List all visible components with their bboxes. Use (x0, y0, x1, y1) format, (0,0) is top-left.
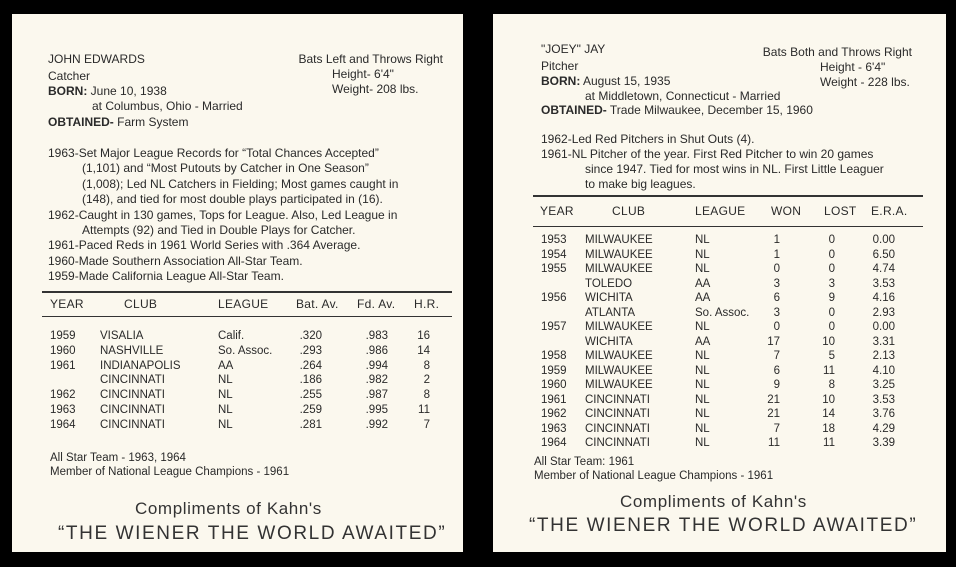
table-cell: 0 (828, 263, 835, 275)
table-cell: 3.25 (872, 379, 895, 391)
table-cell: 1957 (541, 321, 567, 333)
table-cell: 3.53 (872, 277, 895, 290)
table-cell: 1964 (50, 418, 76, 431)
table-cell: MILWAUKEE (585, 234, 653, 246)
table-row (12, 359, 463, 374)
table-cell: NL (218, 389, 233, 402)
table-cell: NL (695, 393, 710, 406)
table-cell: .987 (365, 389, 388, 402)
table-cell: .994 (365, 359, 388, 372)
table-cell: 8 (828, 379, 835, 391)
table-cell: 3.53 (872, 393, 895, 406)
career-note-line: 1959-Made California League All-Star Team. (48, 269, 284, 284)
table-cell: 6.50 (872, 248, 895, 261)
table-cell: .320 (299, 330, 322, 342)
table-cell: NL (695, 437, 710, 449)
table-cell: 0 (773, 321, 780, 333)
table-cell: 0 (828, 234, 835, 246)
table-cell: 10 (822, 335, 835, 348)
table-cell: MILWAUKEE (585, 248, 653, 261)
obtained-label: OBTAINED- (541, 103, 607, 117)
table-cell: VISALIA (100, 330, 144, 342)
allstar-note: All Star Team: 1961 (534, 456, 635, 468)
bats-throws: Bats Left and Throws Right (298, 52, 443, 66)
table-cell: 14 (822, 408, 835, 420)
champions-note: Member of National League Champions - 1961 (534, 470, 774, 482)
table-cell: 9 (773, 379, 780, 391)
champions-note: Member of National League Champions - 1961 (50, 466, 290, 478)
table-cell: 3 (773, 277, 780, 290)
table-row (12, 418, 463, 433)
table-row (493, 364, 946, 379)
table-header-rule (42, 316, 452, 317)
weight: Weight- 208 lbs. (332, 82, 419, 96)
career-note-line: 1960-Made Southern Association All-Star Team. (48, 253, 303, 268)
table-cell: 21 (767, 393, 780, 406)
table-cell: 7 (773, 350, 780, 362)
table-row (493, 248, 946, 263)
born-place: at Middletown, Connecticut - Married (585, 89, 781, 103)
table-cell: 4.10 (872, 364, 895, 377)
table-cell: MILWAUKEE (585, 321, 653, 333)
career-note-line: (1,101) and “Most Putouts by Catcher in One Season” (82, 161, 369, 176)
obtained-line (48, 115, 188, 129)
table-cell: 0 (828, 248, 835, 261)
obtained-value: Farm System (117, 115, 189, 129)
table-row (12, 373, 463, 388)
table-cell: .992 (365, 418, 388, 431)
table-cell: .983 (365, 330, 388, 342)
table-cell: NL (695, 321, 710, 333)
table-cell: INDIANAPOLIS (100, 359, 181, 372)
table-cell: 21 (767, 408, 780, 420)
table-cell: 1955 (541, 263, 567, 275)
table-cell: AA (695, 277, 711, 290)
table-cell: 2.13 (872, 350, 895, 362)
career-note-line: since 1947. Tied for most wins in NL. First Little Leaguer (585, 162, 884, 176)
table-cell: CINCINNATI (585, 393, 650, 406)
table-row (493, 378, 946, 393)
table-cell: 1 (773, 248, 780, 261)
column-header: CLUB (612, 204, 646, 218)
player-position: Catcher (48, 69, 91, 83)
table-cell: NL (695, 350, 710, 362)
height: Height - 6'4" (820, 60, 886, 74)
born-date: June 10, 1938 (90, 84, 167, 98)
table-cell: 4.29 (872, 422, 895, 435)
table-row (493, 320, 946, 335)
table-cell: ATLANTA (585, 306, 636, 319)
slogan-text: “THE WIENER THE WORLD AWAITED” (529, 515, 918, 536)
table-top-rule (533, 195, 923, 197)
table-cell: 0 (773, 263, 780, 275)
table-cell: 11 (823, 437, 835, 449)
table-row (493, 407, 946, 422)
column-header: E.R.A. (871, 204, 908, 218)
table-cell: 17 (767, 335, 780, 348)
column-header: Fd. Av. (357, 297, 396, 311)
column-header: YEAR (540, 204, 574, 218)
career-note-line: 1961-NL Pitcher of the year. First Red Pitcher to win 20 games (541, 147, 874, 161)
column-header: LEAGUE (695, 204, 746, 218)
table-cell: So. Assoc. (218, 344, 273, 357)
table-cell: MILWAUKEE (585, 364, 653, 377)
table-cell: 0.00 (872, 234, 895, 246)
born-line (541, 74, 670, 88)
column-header: LEAGUE (218, 297, 269, 311)
table-cell: NASHVILLE (100, 344, 164, 357)
career-note-line: (1,008); Led NL Catchers in Fielding; Most games caught in (82, 176, 399, 191)
table-cell: 10 (822, 393, 835, 406)
column-header: H.R. (414, 297, 440, 311)
table-row (12, 388, 463, 403)
table-cell: 4.74 (872, 263, 895, 275)
table-cell: 1963 (541, 422, 567, 435)
table-cell: 1953 (541, 234, 567, 246)
table-row (493, 422, 946, 437)
table-cell: CINCINNATI (585, 437, 650, 449)
obtained-label: OBTAINED- (48, 115, 114, 129)
table-header-rule (533, 226, 923, 227)
table-cell: 1961 (50, 359, 76, 372)
compliments-text: Compliments of Kahn's (620, 492, 807, 511)
table-cell: 1 (773, 234, 780, 246)
card-joey-jay (493, 14, 946, 552)
table-cell: NL (695, 379, 710, 391)
slogan-text: “THE WIENER THE WORLD AWAITED” (58, 523, 447, 544)
table-cell: NL (695, 234, 710, 246)
table-cell: 7 (423, 418, 430, 431)
table-cell: NL (218, 374, 233, 387)
table-row (493, 393, 946, 408)
table-cell: NL (695, 408, 710, 420)
table-cell: 1962 (541, 408, 567, 420)
table-cell: .259 (299, 404, 322, 416)
table-cell: 1961 (541, 393, 567, 406)
table-cell: .982 (365, 374, 388, 387)
table-cell: .255 (299, 389, 322, 402)
table-cell: CINCINNATI (585, 422, 650, 435)
table-cell: 7 (773, 422, 780, 435)
obtained-value: Trade Milwaukee, December 15, 1960 (609, 103, 813, 117)
player-position: Pitcher (541, 59, 579, 73)
table-cell: 1963 (50, 404, 76, 416)
table-cell: 2 (423, 374, 430, 387)
table-cell: 1954 (541, 248, 567, 261)
table-row (12, 344, 463, 359)
born-label: BORN: (541, 74, 581, 88)
table-row (12, 403, 463, 418)
table-cell: 1962 (50, 389, 76, 402)
table-cell: 16 (417, 330, 430, 342)
career-note-line: 1962-Led Red Pitchers in Shut Outs (4). (541, 132, 755, 146)
table-cell: 3 (773, 306, 780, 319)
table-cell: .986 (365, 344, 388, 357)
table-cell: CINCINNATI (100, 418, 165, 431)
table-cell: 5 (828, 350, 835, 362)
table-row (12, 329, 463, 344)
table-row (493, 233, 946, 248)
card-john-edwards (12, 14, 463, 552)
table-cell: WICHITA (585, 292, 633, 304)
table-cell: 11 (768, 437, 780, 449)
player-name: JOHN EDWARDS (48, 52, 145, 66)
table-cell: TOLEDO (585, 277, 633, 290)
career-note-line: to make big leagues. (585, 177, 696, 191)
table-top-rule (42, 291, 452, 293)
table-cell: NL (695, 364, 710, 377)
table-cell: NL (218, 404, 233, 416)
table-cell: 1958 (541, 350, 567, 362)
table-cell: 3.31 (872, 335, 895, 348)
column-header: WON (771, 204, 802, 218)
table-cell: AA (695, 292, 711, 304)
table-cell: 1960 (50, 344, 76, 357)
obtained-line (541, 103, 813, 117)
table-cell: .281 (299, 418, 322, 431)
table-cell: So. Assoc. (695, 306, 750, 319)
born-line (48, 84, 167, 98)
career-note-line: Attempts (92) and Tied in Double Plays for Catcher. (82, 223, 356, 237)
table-cell: MILWAUKEE (585, 263, 653, 275)
table-cell: 9 (828, 292, 835, 304)
column-header: Bat. Av. (296, 297, 339, 311)
compliments-text: Compliments of Kahn's (135, 499, 322, 518)
career-note-line: 1961-Paced Reds in 1961 World Series with .364 Average. (48, 238, 361, 253)
table-row (493, 277, 946, 292)
table-cell: CINCINNATI (100, 374, 165, 387)
allstar-note: All Star Team - 1963, 1964 (50, 452, 186, 464)
table-cell: 18 (822, 422, 835, 435)
table-cell: 4.16 (872, 292, 895, 304)
table-cell: 1959 (541, 364, 567, 377)
weight: Weight - 228 lbs. (820, 75, 910, 89)
table-cell: MILWAUKEE (585, 350, 653, 362)
table-cell: .293 (299, 344, 322, 357)
table-cell: 3.76 (872, 408, 895, 420)
table-cell: .995 (365, 404, 388, 416)
table-cell: 8 (423, 359, 430, 372)
table-cell: .186 (299, 374, 322, 387)
career-note-line: 1962-Caught in 130 games, Tops for League. Also, Led League in (48, 207, 398, 222)
table-row (493, 306, 946, 321)
table-cell: 6 (773, 292, 780, 304)
table-cell: 3.39 (872, 437, 895, 449)
table-cell: MILWAUKEE (585, 379, 653, 391)
table-cell: CINCINNATI (100, 389, 165, 402)
table-cell: Calif. (218, 330, 245, 342)
table-cell: NL (695, 263, 710, 275)
table-cell: 1960 (541, 379, 567, 391)
column-header: YEAR (50, 297, 84, 311)
table-row (493, 335, 946, 350)
table-row (493, 349, 946, 364)
born-date: August 15, 1935 (583, 74, 671, 88)
column-header: LOST (824, 204, 857, 218)
table-cell: NL (695, 248, 710, 261)
table-cell: 6 (773, 364, 780, 377)
column-header: CLUB (124, 297, 158, 311)
career-note-line: 1963-Set Major League Records for “Total Chances Accepted” (48, 146, 379, 160)
table-cell: 11 (418, 404, 430, 416)
born-place: at Columbus, Ohio - Married (92, 99, 243, 113)
table-cell: NL (695, 422, 710, 435)
table-cell: 1956 (541, 292, 567, 304)
table-cell: NL (218, 418, 233, 431)
bats-throws: Bats Both and Throws Right (762, 45, 912, 59)
player-name: "JOEY" JAY (541, 42, 606, 56)
height: Height- 6'4" (332, 67, 394, 81)
table-row (493, 436, 946, 451)
table-cell: CINCINNATI (585, 408, 650, 420)
table-cell: 3 (828, 277, 835, 290)
table-cell: 2.93 (872, 306, 895, 319)
table-cell: 8 (423, 389, 430, 402)
table-cell: .264 (299, 359, 322, 372)
table-cell: 0.00 (872, 321, 895, 333)
table-row (493, 291, 946, 306)
table-cell: WICHITA (585, 335, 633, 348)
born-label: BORN: (48, 84, 88, 98)
table-cell: 0 (828, 306, 835, 319)
table-cell: 1959 (50, 330, 76, 342)
table-cell: 1964 (541, 437, 567, 449)
career-note-line: (148), and tied for most double plays participated in (16). (82, 192, 383, 207)
table-cell: AA (218, 359, 234, 372)
table-row (493, 262, 946, 277)
table-cell: 0 (828, 321, 835, 333)
table-cell: 11 (823, 364, 835, 377)
table-cell: AA (695, 335, 711, 348)
table-cell: 14 (417, 344, 430, 357)
table-cell: CINCINNATI (100, 404, 165, 416)
